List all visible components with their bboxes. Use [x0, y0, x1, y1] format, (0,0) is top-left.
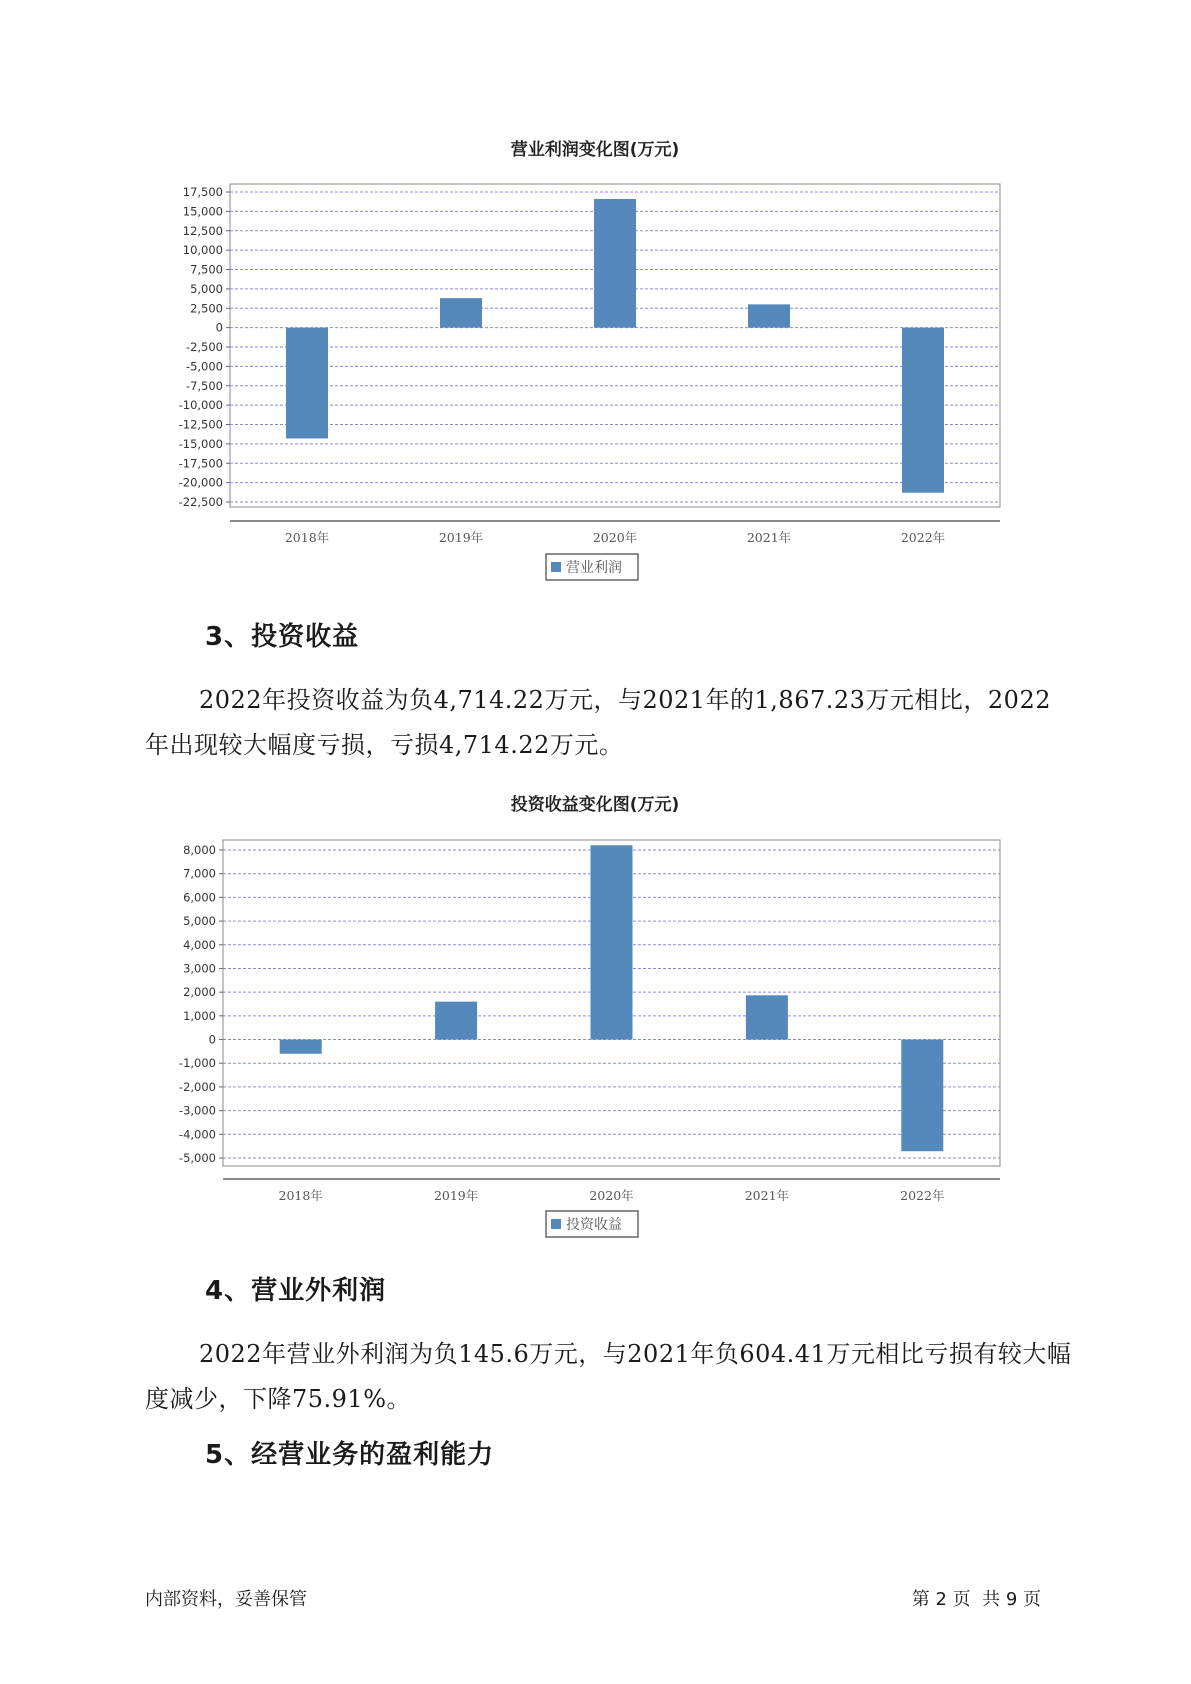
investment-income-chart-svg	[0, 785, 1191, 1245]
x-tick-label: 2021年	[746, 530, 792, 545]
legend-label: 营业利润	[566, 560, 622, 576]
y-tick-label: 5,000	[183, 914, 216, 929]
x-tick-label: 2022年	[900, 530, 946, 545]
bar-2022年	[902, 328, 944, 493]
y-tick-label: 2,500	[190, 301, 223, 316]
bar-2021年	[748, 304, 790, 327]
y-tick-label: -22,500	[178, 495, 223, 509]
y-tick-label: 6,000	[183, 890, 216, 905]
y-tick-label: -2,000	[178, 1079, 216, 1094]
operating-profit-chart	[0, 130, 1191, 590]
y-tick-label: 2,000	[183, 985, 216, 1000]
x-tick-label: 2021年	[744, 1188, 790, 1203]
y-tick-label: -5,000	[185, 359, 223, 374]
y-tick-label: 7,500	[190, 262, 223, 277]
y-tick-label: -7,500	[185, 378, 223, 393]
x-tick-label: 2022年	[900, 1188, 945, 1203]
x-tick-label: 2019年	[438, 530, 484, 545]
legend-swatch	[551, 1219, 561, 1229]
footer-page-number: 第 2 页 共 9 页	[911, 1589, 1041, 1610]
y-tick-label: -15,000	[178, 436, 223, 451]
y-tick-label: 12,500	[182, 223, 223, 238]
bar-2019年	[440, 298, 482, 327]
x-tick-label: 2019年	[433, 1188, 479, 1203]
y-tick-label: 10,000	[182, 243, 223, 258]
legend-label: 投资收益	[566, 1217, 622, 1233]
bar-2019年	[435, 1002, 477, 1040]
section-5-title: 5、经营业务的盈利能力	[205, 1440, 495, 1470]
bar-2022年	[901, 1040, 943, 1152]
y-tick-label: 4,000	[183, 937, 216, 952]
bar-2018年	[280, 1040, 322, 1054]
y-tick-label: -1,000	[178, 1056, 216, 1071]
bar-2018年	[286, 328, 328, 439]
y-tick-label: -20,000	[178, 475, 223, 490]
chart-title: 投资收益变化图(万元)	[510, 795, 680, 815]
y-tick-label: 7,000	[183, 866, 216, 881]
footer-confidential-note: 内部资料，妥善保管	[145, 1589, 307, 1610]
y-tick-label: -10,000	[178, 398, 223, 413]
legend-swatch	[551, 562, 561, 572]
y-tick-label: -4,000	[178, 1127, 216, 1142]
section-3-title: 3、投资收益	[205, 622, 360, 652]
y-tick-label: -3,000	[178, 1103, 216, 1118]
investment-income-chart	[0, 785, 1191, 1245]
x-tick-label: 2018年	[284, 530, 330, 545]
bar-2021年	[746, 995, 788, 1039]
y-tick-label: -12,500	[178, 417, 223, 432]
x-tick-label: 2020年	[589, 1188, 634, 1203]
y-tick-label: 3,000	[183, 961, 216, 976]
section-3-paragraph: 2022年投资收益为负4,714.22万元，与2021年的1,867.23万元相比，2022年出现较大幅度亏损，亏损4,714.22万元。	[145, 686, 1051, 759]
x-tick-label: 2020年	[592, 530, 638, 545]
y-tick-label: -17,500	[178, 456, 223, 471]
bar-2020年	[594, 199, 636, 328]
y-tick-label: 8,000	[183, 843, 216, 857]
section-4-paragraph: 2022年营业外利润为负145.6万元，与2021年负604.41万元相比亏损有较大幅度减少，下降75.91%。	[145, 1340, 1072, 1413]
operating-profit-chart-svg	[0, 130, 1191, 590]
y-tick-label: 17,500	[182, 185, 223, 199]
section-4-title: 4、营业外利润	[205, 1276, 387, 1306]
y-tick-label: -2,500	[185, 340, 223, 354]
y-tick-label: 0	[208, 1032, 216, 1047]
y-tick-label: 5,000	[190, 281, 223, 296]
y-tick-label: 15,000	[182, 204, 223, 219]
bar-2020年	[591, 845, 633, 1039]
x-tick-label: 2018年	[278, 1188, 323, 1203]
y-tick-label: 0	[215, 320, 223, 335]
y-tick-label: -5,000	[178, 1151, 216, 1165]
y-tick-label: 1,000	[183, 1008, 216, 1023]
chart-title: 营业利润变化图(万元)	[510, 140, 680, 160]
